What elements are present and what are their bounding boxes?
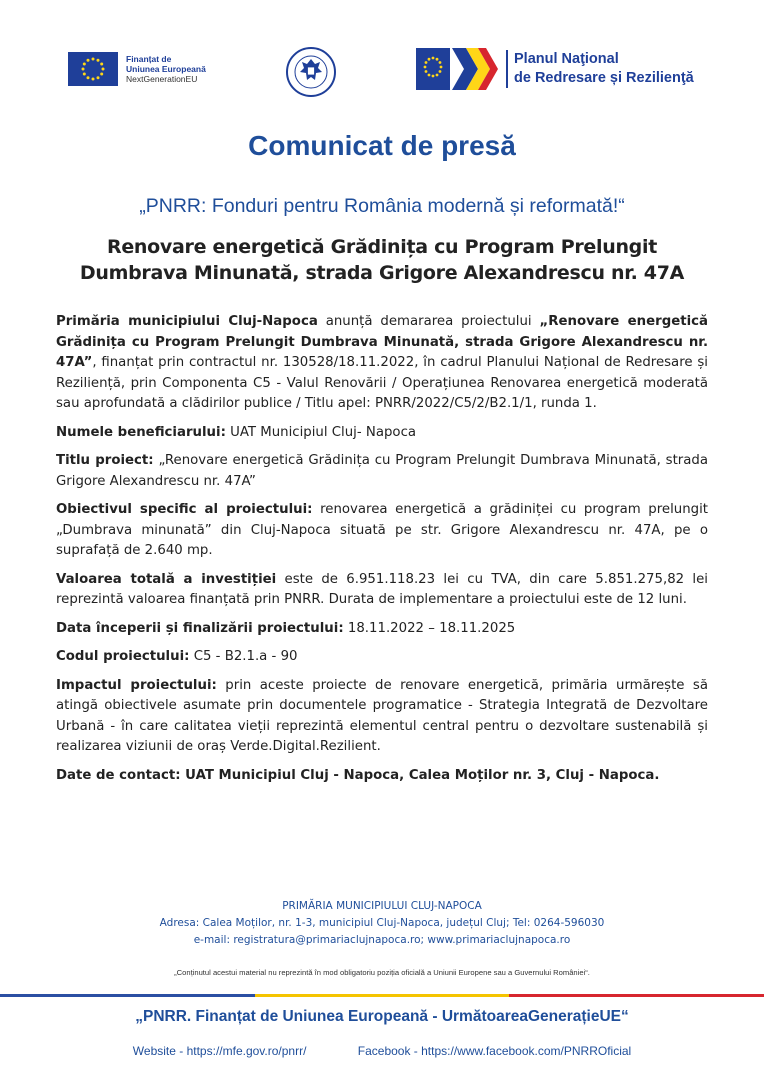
impact-value: prin aceste proiecte de renovare energetică, primăria urmărește să atingă obiectivele asumate prin documentele programatice - Strategia Integrată de Dezvoltare Urbană - în care calitatea vieții reprezintă elementul central pentru o dezvoltare sustenabilă și realizarea viziunii de oraș Verde.Digital.Rezilient. xyxy=(56,677,709,754)
press-release-body xyxy=(56,312,708,794)
footer-email: e-mail: registratura@primariaclujnapoca.ro; www.primariaclujnapoca.ro xyxy=(193,934,571,946)
impact-label: Impactul proiectului: xyxy=(56,677,217,693)
disclaimer: „Conținutul acestui material nu reprezintă în mod obligatoriu poziția oficială a Uniunii Europene sau a Guvernului României“. xyxy=(174,968,590,977)
beneficiary-label: Numele beneficiarului: xyxy=(56,424,226,440)
contact-paragraph xyxy=(56,766,708,787)
objective-paragraph xyxy=(56,500,708,562)
intro-paragraph xyxy=(56,312,708,415)
dates-label: Data începerii și finalizării proiectului: xyxy=(56,620,344,636)
pnrr-logo xyxy=(416,46,694,92)
page-title: Comunicat de presă xyxy=(248,130,516,161)
website-link[interactable]: Website - https://mfe.gov.ro/pnrr/ xyxy=(132,1044,307,1058)
eu-text-line1: Finanțat de xyxy=(126,54,172,64)
value-label: Valoarea totală a investiției xyxy=(56,571,277,587)
contact-text: Date de contact: UAT Municipiul Cluj - Napoca, Calea Moților nr. 3, Cluj - Napoca. xyxy=(56,767,660,783)
code-value: C5 - B2.1.a - 90 xyxy=(189,649,298,664)
tricolor-divider xyxy=(0,994,764,997)
eu-text-line2: Uniunea Europeană xyxy=(126,64,206,74)
project-title-paragraph xyxy=(56,451,708,492)
subtitle-line1: Renovare energetică Grădinița cu Program Prelungit xyxy=(107,236,657,258)
footer-organization xyxy=(0,898,764,949)
stripe-yellow xyxy=(255,994,510,997)
stripe-blue xyxy=(0,994,255,997)
pnrr-text-line1: Planul Naţional xyxy=(514,51,619,67)
footer-org-name: PRIMĂRIA MUNICIPIULUI CLUJ-NAPOCA xyxy=(282,900,482,912)
code-label: Codul proiectului: xyxy=(56,649,190,664)
stripe-red xyxy=(509,994,764,997)
intro-text-1: anunță demararea proiectului xyxy=(317,314,540,329)
guvernul-romaniei-seal-icon xyxy=(285,46,337,103)
beneficiary-paragraph xyxy=(56,423,708,444)
project-title-value: „Renovare energetică Grădinița cu Program Prelungit Dumbrava Minunată, strada Grigore Alexandrescu nr. 47A” xyxy=(56,453,709,489)
dates-value: 18.11.2022 – 18.11.2025 xyxy=(343,620,516,636)
facebook-link[interactable]: Facebook - https://www.facebook.com/PNRROficial xyxy=(357,1044,632,1058)
pnrr-slogan: „PNRR: Fonduri pentru România modernă și reformată!“ xyxy=(139,195,625,217)
intro-org: Primăria municipiului Cluj-Napoca xyxy=(56,314,318,329)
footer-slogan: „PNRR. Finanțat de Uniunea Europeană - UrmătoareaGenerațieUE“ xyxy=(135,1008,629,1025)
subtitle-line2: Dumbrava Minunată, strada Grigore Alexandrescu nr. 47A xyxy=(79,262,685,284)
eu-flag-icon xyxy=(68,52,118,86)
footer-links xyxy=(0,1044,764,1058)
impact-paragraph xyxy=(56,676,708,758)
pnrr-text-line2: de Redresare și Rezilienţă xyxy=(514,70,694,86)
eu-text-line3: NextGenerationEU xyxy=(126,74,198,84)
objective-value: renovarea energetică a grădiniței cu program prelungit „Dumbrava minunată” din Cluj-Napoca situată pe str. Grigore Alexandrescu nr. 47A, pe o suprafață de 2.640 mp. xyxy=(56,502,708,558)
value-value: este de 6.951.118.23 lei cu TVA, din care 5.851.275,82 lei reprezintă valoarea finanțată prin PNRR. Durata de implementare a proiectului este de 12 luni. xyxy=(56,571,708,607)
project-subtitle xyxy=(60,234,704,286)
value-paragraph xyxy=(56,570,708,611)
beneficiary-value: UAT Municipiul Cluj- Napoca xyxy=(225,424,417,440)
eu-funding-logo xyxy=(68,52,206,86)
intro-project-name: „Renovare energetică Grădinița cu Program Prelungit Dumbrava Minunată, strada Grigore Alexandrescu nr. 47A” xyxy=(56,314,708,370)
footer-address: Adresa: Calea Moților, nr. 1-3, municipiul Cluj-Napoca, județul Cluj; Tel: 0264-596030 xyxy=(159,917,605,929)
project-title-label: Titlu proiect: xyxy=(56,453,154,468)
dates-paragraph xyxy=(56,619,708,640)
intro-text-2: , finanțat prin contractul nr. 130528/18.11.2022, în cadrul Planului Național de Redresare și Reziliență, prin Componenta C5 - Valul Renovării / Operațiunea Renovarea energetică moderată sau aprofundată a clădirilor publice / Titlu apel: PNRR/2022/C5/2/B2.1/1, runda 1. xyxy=(56,355,708,411)
pnrr-flag-arrow-icon xyxy=(416,46,500,92)
objective-label: Obiectivul specific al proiectului: xyxy=(56,502,313,517)
pnrr-logo-text xyxy=(506,50,694,88)
eu-funding-text xyxy=(126,54,206,84)
code-paragraph xyxy=(56,647,708,668)
